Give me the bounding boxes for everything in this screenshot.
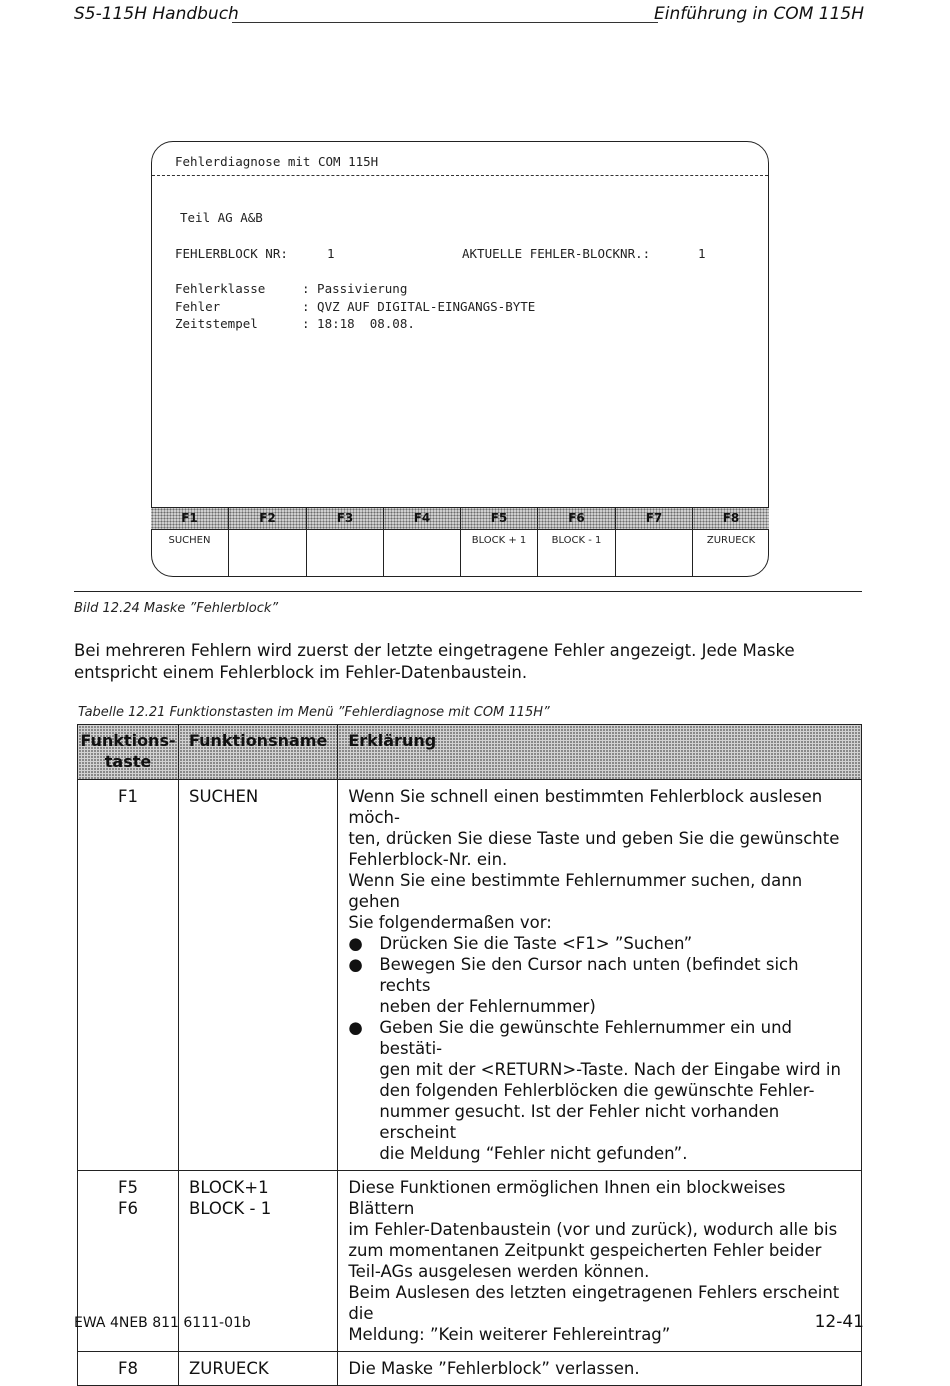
- fkey-f7[interactable]: [615, 507, 692, 577]
- fkey-label: F7: [616, 507, 692, 530]
- function-key-table: [77, 724, 862, 1386]
- bullet-item: [348, 1017, 851, 1164]
- fkey-function: [384, 530, 460, 535]
- fkey-label: F8: [693, 507, 769, 530]
- field-value-fehlerklasse: : Passivierung: [302, 281, 408, 296]
- document-number: EWA 4NEB 811 6111-01b: [74, 1315, 251, 1331]
- fkey-label: F2: [229, 507, 306, 530]
- cell-explanation: Die Maske ”Fehlerblock” verlassen.: [338, 1352, 862, 1386]
- header-funktionstaste: Funktions- taste: [78, 725, 179, 780]
- explanation-text: Wenn Sie schnell einen bestimmten Fehlerblock auslesen möch- ten, drücken Sie diese Taste und geben Sie die gewünschte Fehlerblock-Nr. ein. Wenn Sie eine bestimmte Fehlernummer suchen, dann gehen Sie folgendermaßen vor:: [348, 787, 840, 932]
- figure-caption: Bild 12.24 Maske ”Fehlerblock”: [74, 601, 279, 616]
- fkey-f4[interactable]: [383, 507, 460, 577]
- table-row: [78, 780, 862, 1171]
- cell-name: SUCHEN: [179, 780, 338, 1171]
- table-header-row: [78, 725, 862, 780]
- field-value-fehler: : QVZ AUF DIGITAL-EINGANGS-BYTE: [302, 299, 536, 314]
- cell-name: ZURUECK: [179, 1352, 338, 1386]
- cell-explanation: [338, 780, 862, 1171]
- header-erklaerung: Erklärung: [338, 725, 862, 780]
- bullet-text: Geben Sie die gewünschte Fehlernummer ein und bestäti- gen mit der <RETURN>-Taste. Nach der Eingabe wird in den folgenden Fehlerblöcken die gewünschte Fehler- nummer gesucht. Ist der Fehler nicht vorhanden erscheint die Meldung “Fehler nicht gefunden”.: [379, 1018, 841, 1163]
- field-label-zeitstempel: Zeitstempel: [175, 316, 258, 331]
- cell-name: BLOCK+1 BLOCK - 1: [179, 1171, 338, 1352]
- fkey-label: F6: [538, 507, 615, 530]
- fkey-f5[interactable]: [460, 507, 537, 577]
- table-caption: Tabelle 12.21 Funktionstasten im Menü ”Fehlerdiagnose mit COM 115H”: [78, 705, 550, 720]
- fehlerblock-nr-label: FEHLERBLOCK NR:: [175, 246, 288, 261]
- bullet-icon: ●: [348, 955, 363, 974]
- fkey-label: F3: [307, 507, 383, 530]
- fkey-function: ZURUECK: [706, 535, 756, 546]
- fkey-f2[interactable]: [228, 507, 306, 577]
- field-label-fehlerklasse: Fehlerklasse: [175, 281, 266, 296]
- fkey-label: F1: [151, 507, 228, 530]
- screen-title: Fehlerdiagnose mit COM 115H: [175, 154, 379, 169]
- function-key-bar: [151, 507, 769, 577]
- header-rule: [232, 22, 658, 23]
- aktuelle-blocknr-value: 1: [698, 246, 706, 261]
- screen-teil-label: Teil AG A&B: [180, 210, 263, 225]
- page-number: 12-41: [814, 1312, 864, 1332]
- cell-explanation: Diese Funktionen ermöglichen Ihnen ein blockweises Blättern im Fehler-Datenbaustein (vor und zurück), wodurch alle bis zum momentanen Zeitpunkt gespeicherten Fehler beider Teil-AGs ausgelesen werden können. Beim Auslesen des letzten eingetragenen Fehlers erscheint die Meldung: ”Kein weiterer Fehlereintrag”: [338, 1171, 862, 1352]
- bullet-text: Bewegen Sie den Cursor nach unten (befindet sich rechts neben der Fehlernummer): [379, 955, 799, 1016]
- fkey-function: [307, 530, 383, 535]
- fkey-function: [229, 530, 306, 535]
- field-label-fehler: Fehler: [175, 299, 221, 314]
- running-header-section: Einführung in COM 115H: [654, 4, 864, 24]
- bullet-text: Drücken Sie die Taste <F1> ”Suchen”: [379, 934, 693, 953]
- running-header-title: S5-115H Handbuch: [74, 4, 239, 24]
- fkey-f8[interactable]: [692, 507, 769, 577]
- fkey-function: SUCHEN: [168, 535, 211, 546]
- field-value-zeitstempel: : 18:18 08.08.: [302, 316, 415, 331]
- aktuelle-blocknr-label: AKTUELLE FEHLER-BLOCKNR.:: [462, 246, 651, 261]
- cell-key: F8: [78, 1352, 179, 1386]
- bullet-icon: ●: [348, 1018, 363, 1037]
- fkey-f6[interactable]: [537, 507, 615, 577]
- figure-rule: [74, 591, 862, 592]
- fkey-label: F5: [461, 507, 537, 530]
- cell-key: F5 F6: [78, 1171, 179, 1352]
- fkey-f3[interactable]: [306, 507, 383, 577]
- header-funktionsname: Funktionsname: [179, 725, 338, 780]
- body-paragraph: Bei mehreren Fehlern wird zuerst der letzte eingetragene Fehler angezeigt. Jede Maske entspricht einem Fehlerblock im Fehler-Datenbaustein.: [74, 641, 795, 682]
- table-row: [78, 1352, 862, 1386]
- fkey-f1[interactable]: [151, 507, 228, 577]
- fkey-function: BLOCK + 1: [471, 535, 527, 546]
- cell-key: F1: [78, 780, 179, 1171]
- bullet-icon: ●: [348, 934, 363, 953]
- fkey-function: [616, 530, 692, 535]
- fehlerblock-nr-value: 1: [327, 246, 335, 261]
- fkey-function: BLOCK - 1: [551, 535, 602, 546]
- bullet-item: [348, 954, 851, 1017]
- bullet-item: [348, 933, 851, 954]
- screen-title-divider: [152, 175, 768, 176]
- fkey-label: F4: [384, 507, 460, 530]
